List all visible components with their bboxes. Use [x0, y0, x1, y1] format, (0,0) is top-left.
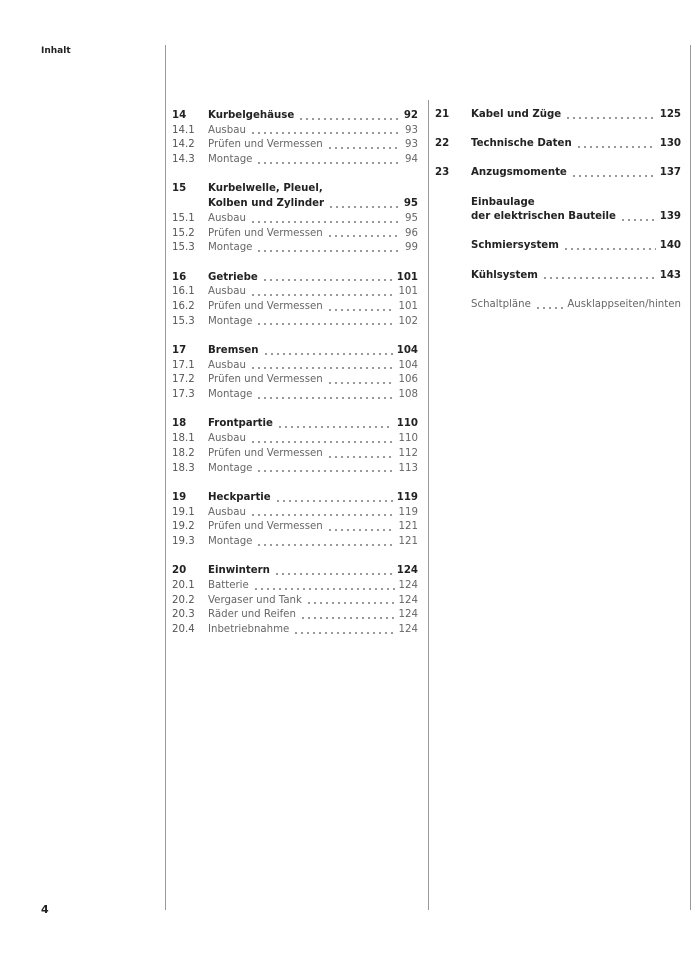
entry-page: 124 [398, 594, 418, 606]
entry-title: Einwintern [208, 565, 270, 577]
entry-page: 110 [396, 418, 418, 430]
entry-title: Inbetriebnahme [208, 624, 290, 636]
dot-leader [571, 175, 656, 177]
dot-leader [306, 602, 395, 604]
entry-title: Prüfen und Vermessen [208, 447, 323, 459]
dot-leader [250, 441, 395, 443]
entry-page: 94 [405, 154, 418, 166]
entry-number: 19 [172, 491, 187, 503]
entry-title: Montage [208, 154, 253, 166]
entry-number: 18 [172, 418, 187, 430]
dot-leader [300, 617, 395, 619]
entry-page: 113 [398, 462, 418, 474]
dot-leader [542, 277, 656, 279]
entry-number: 14.3 [172, 154, 195, 166]
toc-entry[interactable] [172, 109, 418, 124]
entry-page: 121 [398, 535, 418, 547]
dot-leader [620, 219, 656, 221]
toc-subentry[interactable] [172, 315, 418, 330]
entry-title: Montage [208, 535, 253, 547]
entry-page: 101 [398, 300, 418, 312]
page-edge [690, 45, 691, 910]
toc-subentry[interactable] [172, 227, 418, 242]
dot-leader [563, 248, 656, 250]
toc-subentry[interactable] [172, 608, 418, 623]
entry-number: 20.2 [172, 594, 195, 606]
toc-section [435, 108, 681, 123]
toc-subentry[interactable] [172, 447, 418, 462]
entry-number: 20.3 [172, 609, 195, 621]
dot-leader [327, 456, 395, 458]
dot-leader [263, 353, 393, 355]
entry-page: 106 [398, 374, 418, 386]
entry-number: 15 [172, 183, 187, 195]
toc-subentry[interactable] [172, 535, 418, 550]
dot-leader [277, 426, 393, 428]
entry-title: Getriebe [208, 271, 258, 283]
entry-title: Kühlsystem [471, 269, 538, 281]
entry-number: 17.1 [172, 359, 195, 371]
toc-section [172, 344, 418, 403]
entry-page: 95 [405, 212, 418, 224]
toc-subentry[interactable] [172, 359, 418, 374]
entry-number: 14 [172, 110, 187, 121]
dot-leader [256, 470, 394, 472]
dot-leader [298, 118, 400, 120]
dot-leader [328, 206, 400, 208]
entry-title: Batterie [208, 580, 249, 591]
entry-number: 15.3 [172, 242, 195, 254]
entry-page: 104 [396, 345, 418, 356]
entry-page: 92 [403, 110, 418, 121]
entry-number: 22 [435, 138, 450, 150]
dot-leader [253, 588, 395, 590]
toc-entry[interactable] [172, 564, 418, 579]
toc-subentry[interactable] [172, 594, 418, 609]
toc-entry[interactable] [435, 196, 681, 211]
entry-title: Montage [208, 315, 253, 327]
toc-section [435, 269, 681, 284]
toc-subentry[interactable] [172, 285, 418, 300]
entry-page: 112 [398, 447, 418, 459]
entry-title: Ausbau [208, 212, 246, 224]
entry-title: Montage [208, 462, 253, 474]
entry-title: Bremsen [208, 345, 259, 356]
entry-title: Ausbau [208, 286, 246, 298]
entry-number: 16.1 [172, 286, 195, 298]
toc-subentry[interactable] [172, 212, 418, 227]
toc-section [435, 298, 681, 313]
toc-subentry[interactable] [172, 520, 418, 535]
toc-entry[interactable] [172, 417, 418, 432]
entry-number: 16.2 [172, 300, 195, 312]
toc-subentry[interactable] [172, 138, 418, 153]
entry-number: 17.2 [172, 374, 195, 386]
toc-subentry[interactable] [172, 373, 418, 388]
entry-page: 139 [659, 211, 681, 223]
entry-page: 99 [405, 242, 418, 254]
dot-leader [250, 514, 395, 516]
entry-title: Räder und Reifen [208, 609, 296, 621]
toc-entry[interactable] [172, 197, 418, 212]
entry-page: 124 [398, 624, 418, 636]
entry-page: 96 [405, 227, 418, 239]
entry-title: Prüfen und Vermessen [208, 300, 323, 312]
dot-leader [256, 162, 401, 164]
entry-page: 108 [398, 389, 418, 401]
entry-number: 14.2 [172, 139, 195, 151]
toc-section [435, 166, 681, 181]
entry-title: Frontpartie [208, 418, 273, 430]
entry-title: Anzugsmomente [471, 167, 567, 179]
toc-subentry[interactable] [172, 432, 418, 447]
entry-page: 93 [405, 124, 418, 136]
toc-entry[interactable] [435, 137, 681, 152]
entry-number: 18.3 [172, 462, 195, 474]
dot-leader [327, 309, 395, 311]
toc-entry[interactable] [172, 491, 418, 506]
toc-subentry[interactable] [172, 388, 418, 403]
dot-leader [274, 573, 393, 575]
toc-entry[interactable] [172, 182, 418, 197]
entry-title: Ausbau [208, 124, 246, 136]
entry-number: 18.2 [172, 447, 195, 459]
dot-leader [327, 382, 395, 384]
dot-leader [293, 632, 394, 634]
toc-subentry[interactable] [172, 300, 418, 315]
dot-leader [262, 279, 393, 281]
entry-page: 143 [659, 269, 681, 281]
toc-subentry[interactable] [172, 506, 418, 521]
toc-subentry[interactable] [172, 241, 418, 256]
toc-section [172, 564, 418, 637]
toc-section [172, 491, 418, 550]
toc-section [172, 182, 418, 255]
column-divider [428, 100, 429, 910]
toc-subentry[interactable] [172, 124, 418, 139]
dot-leader [256, 250, 401, 252]
entry-page: 124 [396, 565, 418, 577]
toc-entry[interactable] [435, 239, 681, 254]
entry-number: 19.2 [172, 521, 195, 533]
toc-entry[interactable] [435, 298, 681, 313]
toc-section [435, 196, 681, 225]
entry-title: Prüfen und Vermessen [208, 374, 323, 386]
page-number: 4 [41, 903, 49, 916]
toc-subentry[interactable] [172, 462, 418, 477]
dot-leader [327, 147, 401, 149]
entry-title: Vergaser und Tank [208, 594, 302, 606]
entry-number: 15.3 [172, 315, 195, 327]
entry-title: Kurbelwelle, Pleuel, [208, 183, 323, 195]
entry-page: Ausklappseiten/hinten [567, 298, 681, 310]
toc-subentry[interactable] [172, 623, 418, 638]
entry-page: 119 [396, 491, 418, 503]
toc-subentry[interactable] [172, 153, 418, 168]
entry-number: 20.1 [172, 580, 195, 591]
entry-number: 19.3 [172, 535, 195, 547]
toc-section [172, 109, 418, 168]
entry-page: 95 [403, 198, 418, 210]
dot-leader [250, 132, 401, 134]
entry-title: Kolben und Zylinder [208, 198, 325, 210]
entry-page: 101 [396, 271, 418, 283]
entry-title: Montage [208, 389, 253, 401]
entry-number: 21 [435, 109, 450, 120]
dot-leader [565, 117, 656, 119]
entry-number: 17.3 [172, 389, 195, 401]
entry-title: Montage [208, 242, 253, 254]
toc-section [172, 417, 418, 476]
dot-leader [250, 367, 395, 369]
entry-page: 124 [398, 609, 418, 621]
entry-title: Ausbau [208, 506, 246, 518]
dot-leader [275, 500, 393, 502]
entry-title: Prüfen und Vermessen [208, 521, 323, 533]
entry-page: 121 [398, 521, 418, 533]
toc-entry[interactable] [435, 269, 681, 284]
entry-number: 19.1 [172, 506, 195, 518]
dot-leader [256, 397, 394, 399]
toc-entry[interactable] [172, 271, 418, 286]
dot-leader [576, 146, 656, 148]
entry-number: 17 [172, 345, 187, 356]
toc-entry[interactable] [435, 210, 681, 225]
entry-page: 93 [405, 139, 418, 151]
entry-page: 130 [659, 138, 681, 150]
entry-title: Ausbau [208, 359, 246, 371]
dot-leader [327, 235, 401, 237]
entry-title: Kurbelgehäuse [208, 110, 295, 121]
entry-page: 104 [398, 359, 418, 371]
toc-left-column [172, 109, 418, 652]
entry-title: Schmiersystem [471, 240, 559, 252]
entry-title: Prüfen und Vermessen [208, 227, 323, 239]
entry-page: 137 [659, 167, 681, 179]
entry-page: 119 [398, 506, 418, 518]
entry-title: Einbaulage [471, 196, 535, 208]
toc-section [172, 271, 418, 330]
dot-leader [250, 221, 401, 223]
toc-right-column [435, 108, 681, 327]
toc-section [435, 239, 681, 254]
entry-title: Technische Daten [471, 138, 572, 150]
entry-page: 125 [659, 109, 681, 120]
entry-number: 23 [435, 167, 450, 179]
entry-title: Heckpartie [208, 491, 271, 503]
entry-number: 15.1 [172, 212, 195, 224]
column-divider [165, 45, 166, 910]
entry-page: 101 [398, 286, 418, 298]
entry-title: Kabel und Züge [471, 109, 562, 120]
entry-number: 20.4 [172, 624, 195, 636]
toc-subentry[interactable] [172, 579, 418, 594]
toc-entry[interactable] [435, 166, 681, 181]
dot-leader [256, 544, 394, 546]
dot-leader [327, 529, 395, 531]
entry-title: Prüfen und Vermessen [208, 139, 323, 151]
entry-number: 15.2 [172, 227, 195, 239]
entry-title: Ausbau [208, 433, 246, 445]
dot-leader [250, 294, 395, 296]
entry-page: 102 [398, 315, 418, 327]
entry-number: 14.1 [172, 124, 195, 136]
running-header: Inhalt [41, 46, 71, 56]
entry-number: 18.1 [172, 433, 195, 445]
toc-entry[interactable] [172, 344, 418, 359]
entry-page: 110 [398, 433, 418, 445]
entry-page: 140 [659, 240, 681, 252]
toc-entry[interactable] [435, 108, 681, 123]
entry-number: 16 [172, 271, 187, 283]
dot-leader [535, 307, 563, 309]
toc-section [435, 137, 681, 152]
entry-page: 124 [398, 580, 418, 591]
entry-number: 20 [172, 565, 187, 577]
dot-leader [256, 323, 394, 325]
entry-title: Schaltpläne [471, 298, 531, 310]
entry-title: der elektrischen Bauteile [471, 211, 616, 223]
